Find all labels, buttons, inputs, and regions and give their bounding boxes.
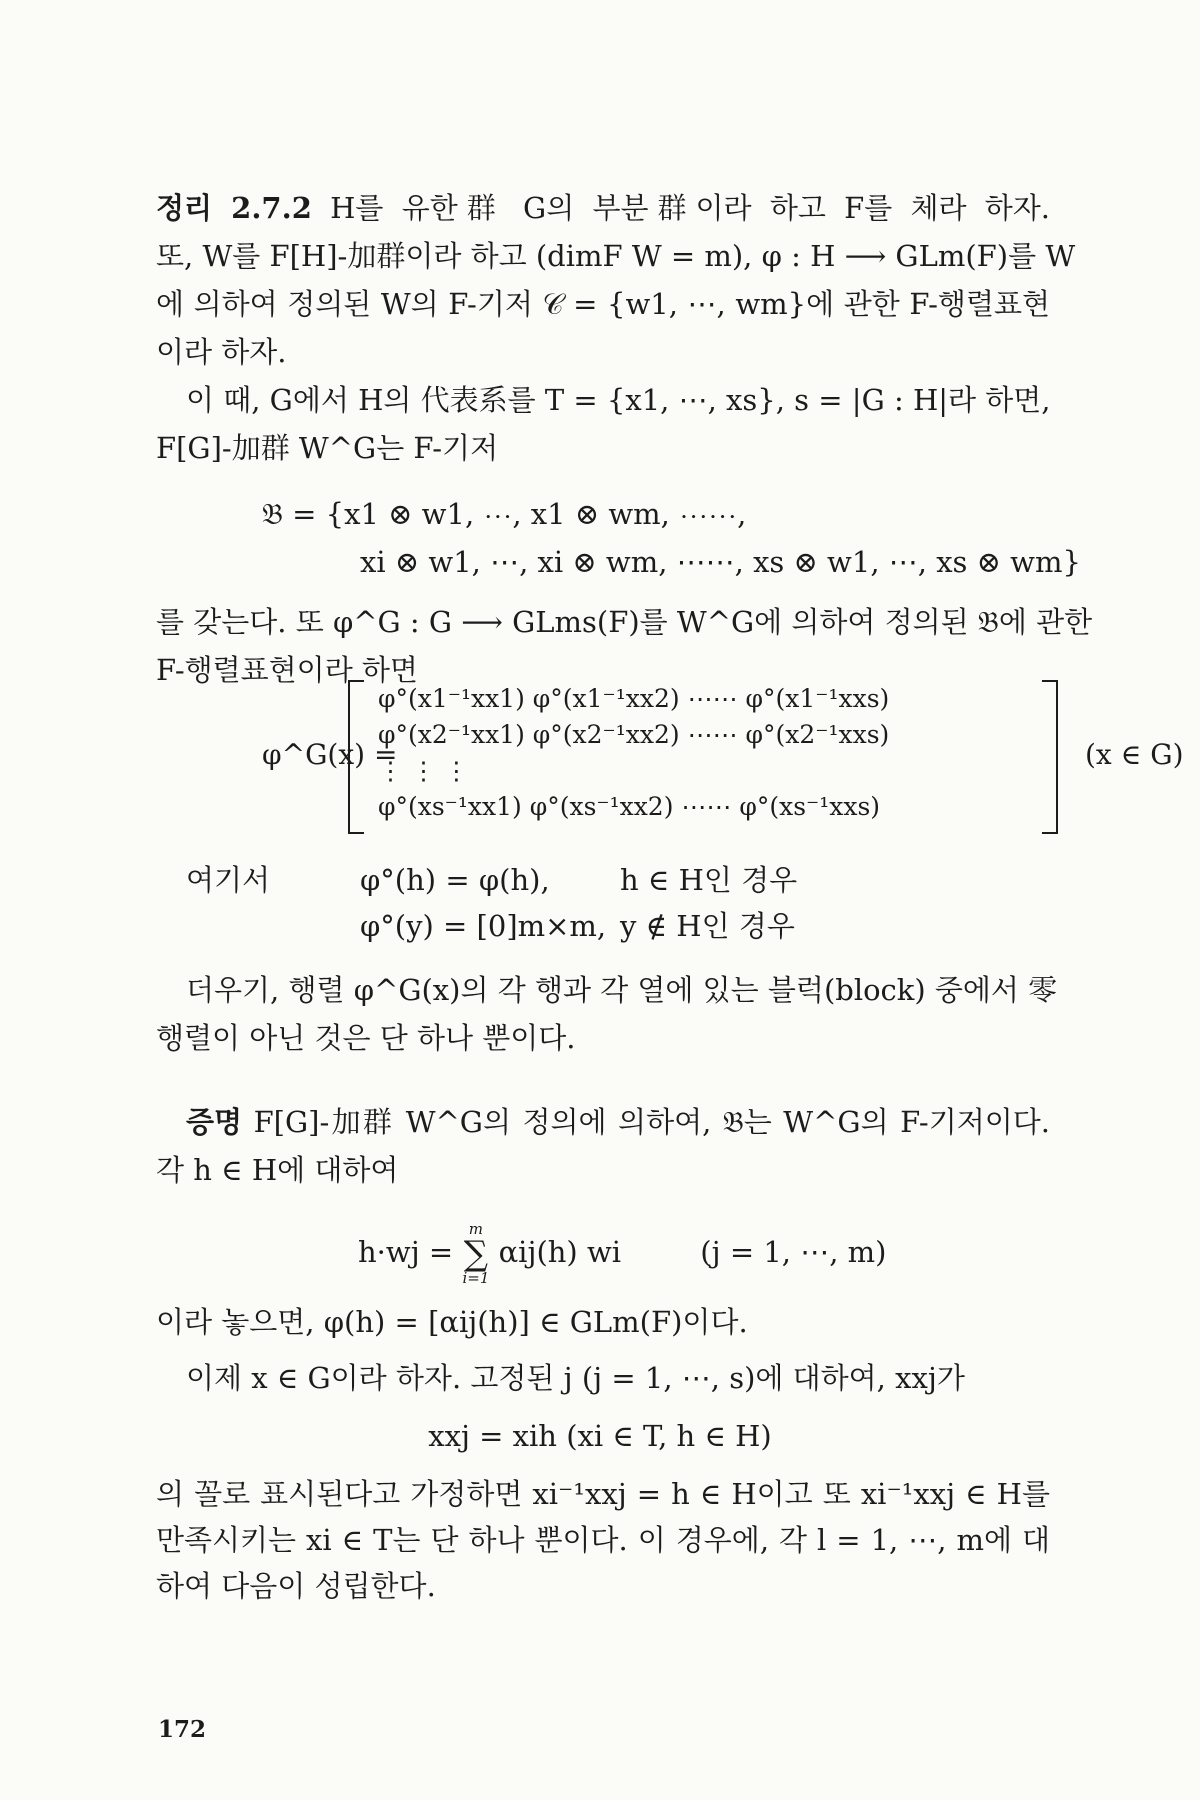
theorem-line-4: 이라 하자. <box>156 335 287 369</box>
where-cond-1: h ∈ H인 경우 <box>620 863 798 897</box>
proof-line-1: 증명 F[G]-加群 W^G의 정의에 의하여, 𝔅는 W^G의 F-기저이다. <box>186 1105 1051 1139</box>
sum-equation: h·wj = m ∑ i=1 αij(h) wi (j = 1, ⋯, m) <box>358 1220 887 1287</box>
theorem-line-6: F[G]-加群 W^G는 F-기저 <box>156 431 499 465</box>
matrix-row-1: φ°(x1⁻¹xx1) φ°(x1⁻¹xx2) ⋯⋯ φ°(x1⁻¹xxs) <box>378 684 890 713</box>
theorem-line-1: 정리 2.7.2 H를 유한群 G의 부분群이라 하고 F를 체라 하자. <box>156 191 1050 225</box>
theorem-line-5: 이 때, G에서 H의 代表系를 T = {x1, ⋯, xs}, s = |G : H|라 하면, <box>186 383 1051 417</box>
proof-line-4: 이제 x ∈ G이라 하자. 고정된 j (j = 1, ⋯, s)에 대하여, xxj가 <box>186 1361 965 1395</box>
block-matrix <box>348 680 1058 830</box>
where-cond-2: y ∉ H인 경우 <box>620 909 795 943</box>
theorem-line-3: 에 의하여 정의된 W의 F-기저 𝒞 = {w1, ⋯, wm}에 관한 F-행렬표현 <box>156 287 1050 321</box>
after-basis-line-1: 를 갖는다. 또 φ^G : G ⟶ GLms(F)를 W^G에 의하여 정의된 𝔅에 관한 <box>156 605 1093 639</box>
proof-line-2: 각 h ∈ H에 대하여 <box>156 1153 399 1187</box>
proof-label: 증명 <box>186 1105 243 1139</box>
basis-line-1: 𝔅 = {x1 ⊗ w1, ⋯, x1 ⊗ wm, ⋯⋯, <box>262 497 747 531</box>
moreover-line-2: 행렬이 아닌 것은 단 하나 뿐이다. <box>156 1021 576 1055</box>
matrix-lhs: φ^G(x) = <box>262 738 398 771</box>
right-bracket <box>1042 680 1058 834</box>
matrix-row-dots: ⋮ ⋮ ⋮ <box>378 756 469 785</box>
basis-line-2: xi ⊗ w1, ⋯, xi ⊗ wm, ⋯⋯, xs ⊗ w1, ⋯, xs ⊗ wm} <box>360 545 1081 579</box>
proof-line-7: 하여 다음이 성립한다. <box>156 1569 436 1603</box>
matrix-row-s: φ°(xs⁻¹xx1) φ°(xs⁻¹xx2) ⋯⋯ φ°(xs⁻¹xxs) <box>378 792 881 821</box>
theorem-line-2: 또, W를 F[H]-加群이라 하고 (dimF W = m), φ : H ⟶ GLm(F)를 W <box>156 239 1076 273</box>
proof-line-6: 만족시키는 xi ∈ T는 단 하나 뿐이다. 이 경우에, 각 l = 1, ⋯, m에 대 <box>156 1523 1050 1557</box>
where-eq-1: φ°(h) = φ(h), <box>360 863 550 897</box>
matrix-condition: (x ∈ G) <box>1085 738 1184 771</box>
page-number: 172 <box>158 1716 207 1743</box>
where-label: 여기서 <box>186 863 271 897</box>
after-basis-line-2: F-행렬표현이라 하면 <box>156 653 418 687</box>
theorem-label: 정리 2.7.2 <box>156 191 312 225</box>
moreover-line-1: 더우기, 행렬 φ^G(x)의 각 행과 각 열에 있는 블럭(block) 중에서 零 <box>186 973 1058 1007</box>
proof-line-5: 의 꼴로 표시된다고 가정하면 xi⁻¹xxj = h ∈ H이고 또 xi⁻¹xxj ∈ H를 <box>156 1477 1050 1511</box>
left-bracket <box>348 680 364 834</box>
proof-line-3: 이라 놓으면, φ(h) = [αij(h)] ∈ GLm(F)이다. <box>156 1305 748 1339</box>
proof-eq-2: xxj = xih (xi ∈ T, h ∈ H) <box>428 1419 772 1453</box>
where-eq-2: φ°(y) = [0]m×m, <box>360 909 607 943</box>
summation-sign: m ∑ i=1 <box>462 1220 490 1287</box>
matrix-row-2: φ°(x2⁻¹xx1) φ°(x2⁻¹xx2) ⋯⋯ φ°(x2⁻¹xxs) <box>378 720 890 749</box>
